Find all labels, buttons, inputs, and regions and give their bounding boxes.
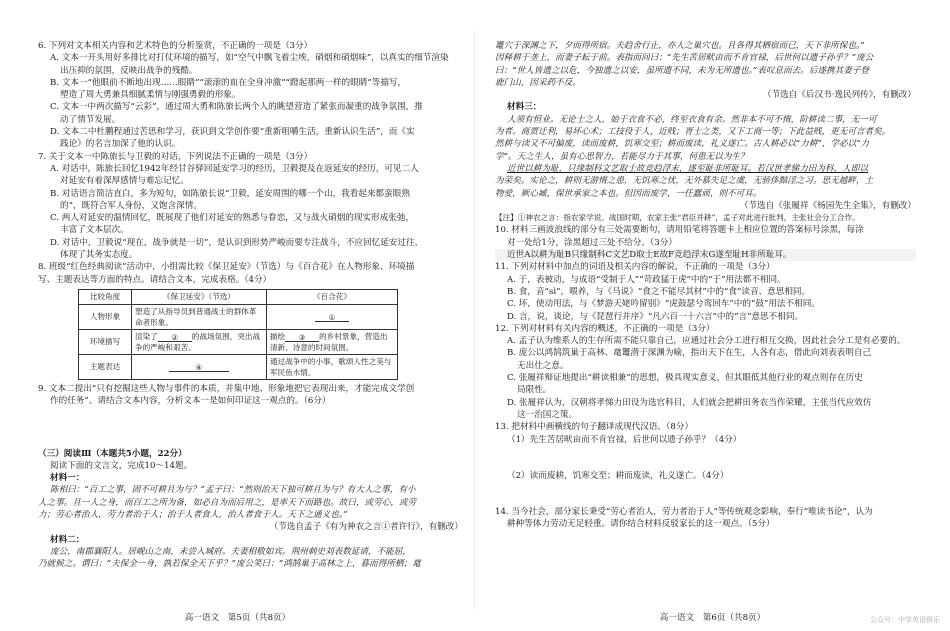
table-cell-blank[interactable] [132,354,267,379]
q6-stem: 6. 下列对文本相关内容和艺术特色的分析鉴赏，不正确的一项是（3分） [38,41,313,51]
material-2-text: 曰：“世人皆遗之以危，今独遗之以安，虽所遗不同，未为无所遗也。”表叹息而去。后遂携其妻子登 [495,65,870,76]
material-3-text: 物爱，厥心臧，保世承家之本也。但因而废学，一任蠢顽，则不可耳。 [495,188,762,199]
question-14 [495,506,916,531]
question-6 [38,40,463,151]
q10-sentence-options[interactable]: 近世A以耕为耻B只缘制科C文艺D取士E故F竞趋浮末G遂至耻H非所耻耳。 [495,249,916,261]
q11-option-a: A. 于，表被动，与成语“受制于人”“苛政猛于虎”中的“于”用法都不相同。 [507,274,786,285]
material-3 [495,101,916,224]
q12-option-b-cont: 无出仕之意。 [517,360,569,371]
q12-stem: 12. 下列对材料有关内容的概述，不正确的一项是（3分） [495,323,715,334]
material-2-text: 鼍穴于深渊之下，夕而得所宿。夫趋舍行止，亦人之巢穴也。且各得其栖宿而已，天下非所保也。” [495,41,865,51]
blank-4: ④ [169,362,229,372]
material-3-source: （节选自《张履祥《杨园先生全集》，有删改） [739,200,916,211]
table-row [79,329,398,354]
q14-stem: 14. 当今社会，部分家长秉受“劳心者治人，劳力者治于人”等传统观念影响，奉行“唯读书论”，认为 [495,507,873,518]
cell-text: 的战场氛围，突出战争的严峻和艰苦。 [135,331,261,352]
material-1-text: 陈相曰：“百工之事，固不可耕且为与？”孟子曰：“然则治天下独可耕且为与？有大人之事，有小 [50,485,416,496]
question-8 [38,261,463,380]
material-1-title: 材料一： [50,473,85,484]
comparison-table [78,289,398,380]
annotation-note: 【注】①神农之言：指农家学说。战国时期，农家主张“君臣并耕”，孟子对此进行批判，主张社会分工合作。 [495,213,860,223]
table-cell: 环境描写 [79,329,132,354]
table-cell[interactable] [266,329,397,354]
table-cell: 主题表达 [79,354,132,379]
q6-option-c: C. 文本一中两次描写“云彩”，通过周大勇和陈旅长两个人的眺望营造了紧张而凝重的战争氛围，推 [50,102,423,113]
watermark-text: 公众号：中学英语俱乐 [870,616,940,624]
question-12 [495,323,916,421]
question-9 [38,383,463,408]
q6-option-d-cont: 践论》的名言加深了他的认识。 [60,139,181,150]
q6-option-a-cont: 出压抑的氛围，反映出战争的残酷。 [60,65,198,76]
cell-text: 的乡村景象，营造出清新、诗意的时间氛围。 [269,331,388,352]
table-cell: 人物形象 [79,304,132,329]
q12-option-a: A. 孟子认为维系人的生存所需不能只靠自己，应通过社会分工进行相互交换，因此社会分工是有必要的。 [507,336,906,347]
q13-answer-space-1[interactable] [495,446,916,470]
q7-option-c: C. 两人对延安的温情回忆，既展现了他们对延安的熟悉与眷恋，又与战火硝烟的现实形成张弛， [50,213,415,224]
table-header-row [79,289,398,304]
cell-text: 描绘 [269,331,286,341]
q10-stem: 10. 材料三画波浪线的部分有三处需要断句，请用铅笔将答题卡上相应位置的答案标号涂黑，每涂 [495,225,864,236]
question-13 [495,421,916,506]
blank-1: ① [315,312,349,322]
material-1-source: （节选自孟子《有为神农之言①者许行》，有删改） [269,522,463,533]
material-2-text: 因释耕于垄上，而妻子耘于前。表指而问曰：“先生苦居畎亩而不肯官禄，后世何以遗子孙乎？”庞公 [495,53,874,64]
q12-option-d-cont: 这一治国之策。 [517,409,578,420]
table-cell-blank[interactable] [266,304,397,329]
q6-option-c-cont: 动了情节发展。 [60,114,121,125]
table-header-cell: 《保卫延安》（节选） [132,289,267,304]
material-3-text: 然耕与读又不可偏废，读而废耕，饥寒交至；耕而废读，礼义遂亡。古人耕必以“力耕”，学必以“力 [495,139,870,150]
q12-option-d: D. 张履祥认为，汉朝将孝悌力田设为选官科目，人们就会把耕田务农当作荣耀，主张当代应效仿 [507,397,872,408]
material-3-title: 材料三： [507,102,542,113]
q13-answer-space-2[interactable] [495,482,916,506]
material-3-text: 为荣矣。实论之，耕则无游惰之患，无饥寒之忧，无外慕失足之虞，无骄侈黯淫之习。思无越畔，土 [495,176,874,187]
material-3-wavy-text: 近世以耕为耻，只缘制科文艺取士故竞趋浮末，遂至耻非所耻耳。若汉世孝悌力田为科，人即以 [507,163,868,174]
q10-stem-cont: 对一处给1分，涂黑超过三处不给分。（3分） [507,237,677,248]
material-3-text: 学”。天之生人，虽有心思智力，若能尽力于其事，何患无以为生？ [495,151,749,162]
section-heading: （三）阅读Ⅲ（本题共5小题，22分） [38,448,187,459]
q6-option-b: B. 文本一“他眼前不断地出现……眼睛”“滚滚的血在全身冲激”“蹬起那两一样的眼睛”等描写， [50,77,407,88]
q11-option-c: C. 坏，使动用法，与《梦游天姥吟留别》“虎鼓瑟兮鸾回车”中的“鼓”用法不相同。 [507,299,820,310]
q7-option-c-cont: 丰富了文本层次。 [60,225,129,236]
q7-stem: 7. 关于文本一中陈旅长与卫毅的对话，下列说法不正确的一项是（3分） [38,151,313,162]
q7-option-a: A. 对话中，陈旅长回忆1942年经甘谷驿回延安学习的经历，卫毅提及在返延安的经历，可见二人 [50,163,419,174]
question-11 [495,261,916,322]
q9-stem-cont: 作的任务”。请结合文本内容，分析文本一是如何印证这一观点的。（6分） [50,396,331,407]
q14-stem-cont: 耕种等体力劳动无足轻重。请你结合材料反驳家长的这一观点。（5分） [507,519,775,530]
table-row [79,304,398,329]
q13-part-1: （1）先生苦居畎亩而不肯官禄，后世何以遗子孙乎？（4分） [507,434,742,445]
q8-stem: 8. 班级“红色经典阅读”活动中，小组需比较《保卫延安》（节选）与《百合花》在人物形象、环境描 [38,262,415,273]
q12-option-c-cont: 局限性。 [517,385,552,396]
question-7 [38,151,463,262]
section-3 [38,448,463,571]
table-cell: 塑造了从指导员到普通战士的群体革命者形象。 [132,304,267,329]
question-10 [495,224,916,261]
material-1-text: 人之事。且一人之身，而百工之所为备，如必自为而后用之，是率天下而路也。故曰，或劳心，或劳 [38,497,417,508]
q11-option-b: B. 食，音“sì”，喂养，与《马说》“食之不能尽其材”中的“食”读音、意思相同。 [507,286,811,297]
page-footer: 高一语文 第5页（共8页） [184,613,291,623]
cell-text: 渲染了 [135,331,158,341]
table-header-cell: 比较角度 [79,289,132,304]
q8-stem-cont: 写、主题表达等方面的特点。请结合文本，完成表格。（4分） [38,274,272,285]
table-header-cell: 《百合花》 [266,289,397,304]
material-2-source: （节选自《后汉书·逸民列传》，有删改） [762,90,916,101]
q6-option-a: A. 文本一开头用好多排比对打仗环境的描写，如“空气中飘飞着尘埃，硝烟和硝烟味”，以真实的细节渲染 [50,53,449,64]
exam-page-6 [475,0,950,631]
q7-option-b-cont: 的”，既符合军人身份，又饱含深情。 [60,200,202,211]
material-2-title: 材料二： [50,534,85,545]
q9-stem: 9. 文本二提出“只有挖掘这些人物与事件的本质，并集中地、形象地把它表现出来，才能完成文学创 [38,383,415,394]
q13-stem: 13. 把材料中画横线的句子翻译成现代汉语。（8分） [495,422,694,433]
q6-option-d: D. 文本二中杜鹏程通过苦思和学习，获识到文学创作要“重新咀嚼生活，重新认识生活”，而《实 [50,127,415,138]
section-instruction: 阅读下面的文言文，完成10～14题。 [50,460,193,471]
material-3-text: 人须有恒业。无论士之人，始于衣食不必，终至衣食有余。然非本不可不惰，阶耕读二事，无一可 [507,114,877,125]
page-footer: 高一语文 第6页（共8页） [659,613,766,623]
blank-2: ② [158,332,192,342]
material-2-text: 鹿门山，因采药不反。 [495,77,581,88]
material-1-text: 力；劳心者治人，劳力者治于人；治于人者食人，治人者食于人。天下之通义也。” [38,510,348,521]
material-2-continued [495,40,916,101]
q12-option-b: B. 庞公以鸿鹄筑巢于高林、鼋鼍潜于深渊为喻，指出天下在生，人各有志，借此向刘表表明自己 [507,348,872,359]
material-3-text: 为者。商贾迁利，易坏心术；工技役于人，近贱；胥士之类，又下工商一等；下此益贱，更无可言者矣。 [495,127,891,138]
table-row [79,354,398,379]
q6-option-b-cont: 塑造了周大勇兼具细腻柔情与刚强勇毅的形象。 [60,90,241,101]
material-2-text: 庞公，南郡襄阳人。居岘山之南，未尝入城府。夫妻相敬如宾。荆州刺史刘表数延请，不能屈， [50,546,411,557]
table-cell[interactable] [132,329,267,354]
material-2-text: 乃就候之。谓曰：“夫保全一身，孰若保全天下乎？”庞公笑曰：“鸿鹄巢于高林之上，暮而得所栖；鼋 [38,559,421,570]
q7-option-b: B. 对话语言简洁直白，多为短句，如陈旅长说“卫毅，延安周围的哪一个山，我看起来都蛮眼熟 [50,188,410,199]
q12-option-c: C. 张履祥辩证地提出“耕读相兼”的思想，极具现实意义，但其眼低其他行业的观点则存在历史 [507,373,863,384]
q7-option-d: D. 对话中，卫毅说“现在，战争就是一切”，是认识到形势严峻而要专注战斗，不应回忆延安过往， [50,237,424,248]
q7-option-d-cont: 体现了其务实态度。 [60,250,138,261]
q11-stem: 11. 下列对材料中加点的词语及相关内容的解说，不正确的一项是（3分） [495,262,775,273]
q11-option-d: D. 言，说，谈论，与《琵琶行并序》“凡六百一十六言”中的“言”意思不相同。 [507,311,804,322]
table-cell: 通过战争中的小事，歌颂人性之美与军民鱼水情。 [266,354,397,379]
q13-part-2: （2）读而废耕，饥寒交至；耕而废读，礼义遂亡。（4分） [507,470,729,481]
blank-3: ③ [285,332,319,342]
q7-option-a-cont: 对延安有着深厚感情与难忘记忆。 [60,176,189,187]
